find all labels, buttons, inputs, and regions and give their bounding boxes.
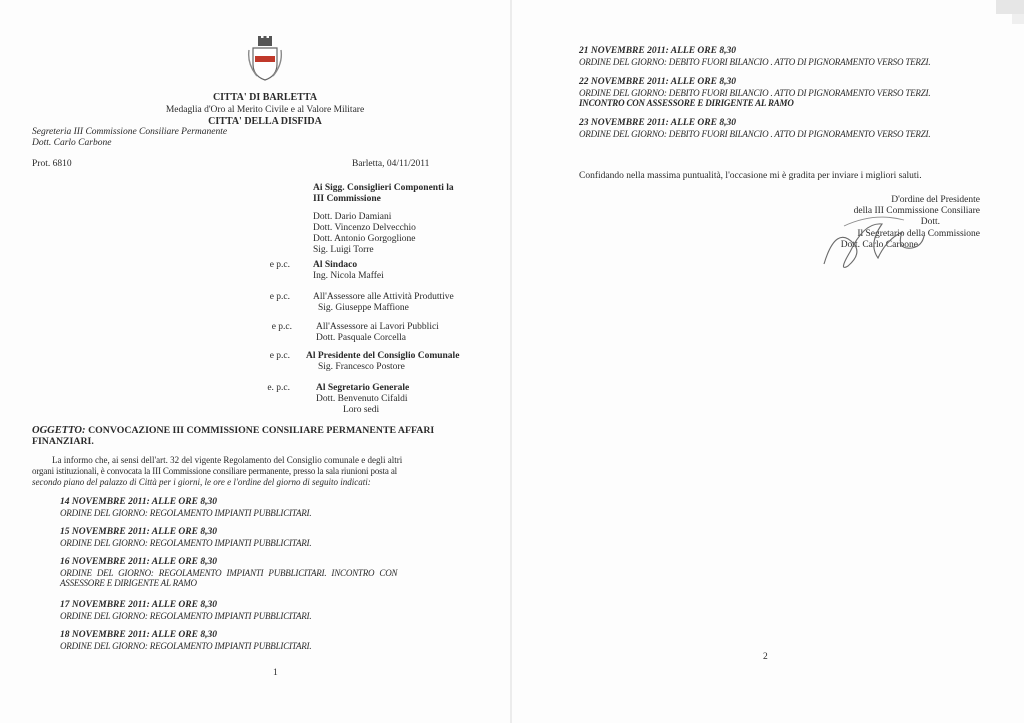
copy-1-line-2: Ing. Nicola Maffei (313, 271, 384, 281)
body-line-2: organi istituzionali, è convocata la III Commissione consiliare permanente, presso la sala riunioni posta al (32, 466, 398, 476)
agenda-date: 22 NOVEMBRE 2011: ALLE ORE 8,30 (579, 77, 736, 87)
agenda-item-21 (579, 46, 979, 67)
copy-2-line-2: Sig. Giuseppe Maffione (318, 303, 409, 313)
agenda-item-16 (60, 557, 480, 588)
protocol-number: Prot. 6810 (32, 159, 72, 169)
subject-text-2: FINANZIARI. (32, 436, 94, 447)
left-page (0, 0, 510, 723)
city-dept: CITTA' DELLA DISFIDA (208, 116, 322, 127)
agenda-date: 17 NOVEMBRE 2011: ALLE ORE 8,30 (60, 600, 217, 610)
copy-tag-2: e p.c. (269, 292, 290, 302)
secretariat-contact: Dott. Carlo Carbone (32, 138, 112, 148)
agenda-date: 14 NOVEMBRE 2011: ALLE ORE 8,30 (60, 497, 217, 507)
agenda-line: ORDINE DEL GIORNO: REGOLAMENTO IMPIANTI PUBBLICITARI. (60, 538, 312, 548)
signature-line-3: Dott. (920, 217, 940, 227)
city-medal: Medaglia d'Oro al Merito Civile e al Valore Militare (165, 105, 365, 115)
scan-corner (1012, 14, 1024, 24)
agenda-line: ORDINE DEL GIORNO: DEBITO FUORI BILANCIO . ATTO DI PIGNORAMENTO VERSO TERZI. (579, 88, 931, 98)
copy-1-line-1: Al Sindaco (313, 260, 358, 270)
agenda-line: ORDINE DEL GIORNO: REGOLAMENTO IMPIANTI PUBBLICITARI. (60, 641, 312, 651)
scan-corner (996, 0, 1024, 14)
agenda-item-18 (60, 630, 480, 651)
agenda-date: 23 NOVEMBRE 2011: ALLE ORE 8,30 (579, 118, 736, 128)
copy-4-line-2: Sig. Francesco Postore (318, 362, 405, 372)
copy-5-line-3: Loro sedi (343, 405, 380, 415)
agenda-date: 21 NOVEMBRE 2011: ALLE ORE 8,30 (579, 46, 736, 56)
agenda-line: ORDINE DEL GIORNO: REGOLAMENTO IMPIANTI PUBBLICITARI. (60, 508, 312, 518)
agenda-line: ORDINE DEL GIORNO: REGOLAMENTO IMPIANTI PUBBLICITARI. INCONTRO CON (60, 568, 398, 578)
copy-tag-3: e p.c. (271, 322, 292, 332)
agenda-item-15 (60, 527, 480, 548)
subject (32, 425, 452, 437)
closing-sentence: Confidando nella massima puntualità, l'occasione mi è gradita per inviare i migliori saluti. (579, 171, 922, 181)
agenda-date: 16 NOVEMBRE 2011: ALLE ORE 8,30 (60, 557, 217, 567)
agenda-line: ORDINE DEL GIORNO: DEBITO FUORI BILANCIO . ATTO DI PIGNORAMENTO VERSO TERZI. (579, 129, 931, 139)
agenda-item-23 (579, 118, 979, 139)
signature-line-2: della III Commissione Consiliare (853, 206, 980, 216)
copy-3-line-2: Dott. Pasquale Corcella (316, 333, 406, 343)
body-line-3: secondo piano del palazzo di Città per i giorni, le ore e l'ordine del giorno di seguito indicati: (32, 477, 371, 487)
page-number-2: 2 (763, 652, 768, 662)
copy-tag-5: e. p.c. (267, 383, 290, 393)
councillor-4: Sig. Luigi Torre (313, 245, 374, 255)
copy-tag-4: e p.c. (269, 351, 290, 361)
agenda-item-22 (579, 77, 979, 108)
agenda-date: 18 NOVEMBRE 2011: ALLE ORE 8,30 (60, 630, 217, 640)
secretariat: Segreteria III Commissione Consiliare Permanente (32, 127, 228, 137)
councillor-2: Dott. Vincenzo Delvecchio (313, 223, 416, 233)
addressee-title: Ai Sigg. Consiglieri Componenti la (313, 183, 454, 193)
subject-label: OGGETTO: (32, 425, 86, 436)
agenda-line: ORDINE DEL GIORNO: DEBITO FUORI BILANCIO . ATTO DI PIGNORAMENTO VERSO TERZI. (579, 57, 931, 67)
right-page (512, 0, 1024, 723)
agenda-date: 15 NOVEMBRE 2011: ALLE ORE 8,30 (60, 527, 217, 537)
agenda-line: ASSESSORE E DIRIGENTE AL RAMO (60, 578, 197, 588)
councillor-3: Dott. Antonio Gorgoglione (313, 234, 416, 244)
city-name: CITTA' DI BARLETTA (212, 92, 318, 103)
copy-5-line-2: Dott. Benvenuto Cifaldi (316, 394, 408, 404)
agenda-line: ORDINE DEL GIORNO: REGOLAMENTO IMPIANTI PUBBLICITARI. (60, 611, 312, 621)
copy-4-line-1: Al Presidente del Consiglio Comunale (306, 351, 460, 361)
copy-3-line-1: All'Assessore ai Lavori Pubblici (316, 322, 439, 332)
addressee-title-2: III Commissione (313, 194, 381, 204)
copy-tag-1: e p.c. (269, 260, 290, 270)
agenda-line: INCONTRO CON ASSESSORE E DIRIGENTE AL RAMO (579, 98, 794, 108)
page-number-1: 1 (273, 668, 278, 678)
place-date: Barletta, 04/11/2011 (352, 159, 430, 169)
signature-line-1: D'ordine del Presidente (891, 195, 980, 205)
city-crest-icon (247, 36, 283, 82)
signature-line-5: Dott. Carlo Carbone (840, 240, 918, 250)
agenda-item-14 (60, 497, 480, 518)
copy-5-line-1: Al Segretario Generale (316, 383, 410, 393)
signature-line-4: Il Segretario della Commissione (857, 229, 980, 239)
subject-text: CONVOCAZIONE III COMMISSIONE CONSILIARE PERMANENTE AFFARI (88, 425, 435, 436)
councillor-1: Dott. Dario Damiani (313, 212, 392, 222)
agenda-item-17 (60, 600, 480, 621)
body-line-1: La informo che, ai sensi dell'art. 32 del vigente Regolamento del Consiglio comunale e degli altri (52, 455, 403, 465)
handwritten-signature-icon (814, 206, 934, 276)
copy-2-line-1: All'Assessore alle Attività Produttive (313, 292, 454, 302)
